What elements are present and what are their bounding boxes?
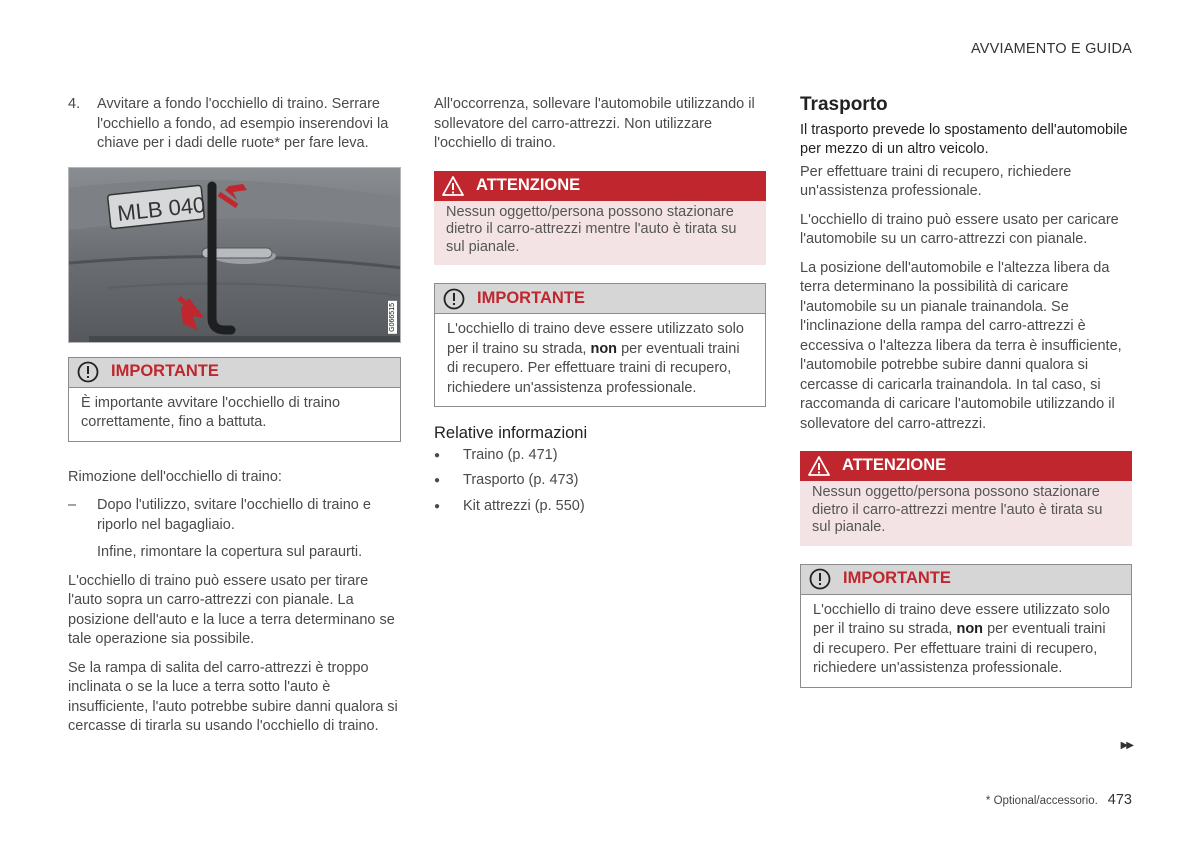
exclamation-circle-icon xyxy=(77,361,99,383)
attention-box xyxy=(434,171,766,266)
related-link-text[interactable]: Traino (p. 471) xyxy=(463,446,558,463)
important-header xyxy=(69,358,400,388)
intro-paragraph: All'occorrenza, sollevare l'automobile utilizzando il sollevatore del carro-attrezzi. Non utilizzare l'occhiello di traino. xyxy=(434,96,755,151)
page-footer xyxy=(986,791,1132,812)
attention-header xyxy=(434,171,766,201)
footer-note: * Optional/accessorio. xyxy=(985,795,1098,807)
car-rear-illustration xyxy=(69,168,401,343)
related-link-trasporto[interactable] xyxy=(434,471,766,491)
attention-header xyxy=(800,451,1132,481)
section-title: Trasporto xyxy=(800,94,888,115)
related-link-kit-attrezzi[interactable] xyxy=(434,497,766,517)
important-header xyxy=(801,565,1131,595)
attention-title: ATTENZIONE xyxy=(842,456,947,475)
important-box xyxy=(434,283,766,407)
bullet-marker: ● xyxy=(434,449,441,461)
important-body-bold: non xyxy=(590,340,618,357)
attention-body: Nessun oggetto/persona possono stazionare dietro il carro-attrezzi mentre l'auto è tirata su sul pianale. xyxy=(446,203,737,255)
removal-step xyxy=(68,496,401,535)
important-body xyxy=(801,595,1131,687)
important-box xyxy=(800,564,1132,688)
warning-triangle-icon xyxy=(808,455,830,477)
attention-box xyxy=(800,451,1132,546)
continue-arrow-icon: ▶▶ xyxy=(1120,740,1132,751)
related-link-traino[interactable] xyxy=(434,446,766,466)
paragraph-3: La posizione dell'automobile e l'altezza libera da terra determinano la possibilità di caricare l'automobile su un pianale trainandola. Se l'inclinazione della rampa del carro-attrezzi è eccessiva o l'altezza libera da terra è insufficiente, l'automobile potrebbe subire danni qualora si cercasse di caricarla trainandola. In tal caso, si raccomanda di caricare l'automobile utilizzando il sollevatore del carro-attrezzi. xyxy=(800,259,1122,432)
page-number: 473 xyxy=(1107,792,1132,808)
warning-triangle-icon xyxy=(442,175,464,197)
section-header: AVVIAMENTO E GUIDA xyxy=(971,41,1132,57)
important-body-text: L'occhiello di traino deve essere utilizzato solo per il traino su strada, xyxy=(813,601,1110,637)
paragraph-1: Per effettuare traini di recupero, richiedere un'assistenza professionale. xyxy=(800,163,1072,199)
removal-title: Rimozione dell'occhiello di traino: xyxy=(68,468,282,485)
important-body-text: per eventuali traini di recupero. Per effettuare traini di recupero, richiedere un'assistenza professionale. xyxy=(813,621,1106,676)
important-title: IMPORTANTE xyxy=(477,288,585,307)
important-body-text: per eventuali traini di recupero. Per effettuare traini di recupero, richiedere un'assistenza professionale. xyxy=(447,340,740,396)
attention-body: Nessun oggetto/persona possono stazionare dietro il carro-attrezzi mentre l'auto è tirata su sul pianale. xyxy=(812,484,1103,535)
removal-step-text: Dopo l'utilizzo, svitare l'occhiello di traino e riporlo nel bagagliaio. xyxy=(97,497,371,533)
attention-title: ATTENZIONE xyxy=(476,175,581,194)
bullet-marker: ● xyxy=(434,475,441,486)
paragraph-2: L'occhiello di traino può essere usato per caricare l'automobile su un carro-attrezzi con pianale. xyxy=(800,211,1119,247)
exclamation-circle-icon xyxy=(809,568,831,590)
tow-eye-illustration xyxy=(68,167,401,343)
important-body-bold: non xyxy=(956,621,984,637)
column-2 xyxy=(434,95,766,522)
related-title: Relative informazioni xyxy=(434,424,588,442)
license-plate-text: MLB 040 xyxy=(116,191,207,226)
related-link-text[interactable]: Trasporto (p. 473) xyxy=(463,472,579,488)
important-header xyxy=(435,284,765,314)
figure-code: G066515 xyxy=(389,302,396,332)
exclamation-circle-icon xyxy=(443,288,465,310)
paragraph-2: Se la rampa di salita del carro-attrezzi è troppo inclinata o se la luce a terra sotto l'auto è insufficiente, l'auto potrebbe subire danni qualora si cercasse di tirarla su usando l'occhiello di traino. xyxy=(68,659,398,734)
column-1 xyxy=(68,95,401,746)
paragraph-1: L'occhiello di traino può essere usato per tirare l'auto sopra un carro-attrezzi con pianale. La posizione dell'auto e la luce a terra determinano se tale operazione sia possibile. xyxy=(68,572,395,647)
important-title: IMPORTANTE xyxy=(843,569,951,588)
important-body: È importante avvitare l'occhiello di traino correttamente, fino a battuta. xyxy=(81,394,341,430)
step-number: 4. xyxy=(68,96,81,112)
column-3 xyxy=(800,95,1132,688)
step-text: Avvitare a fondo l'occhiello di traino. Serrare l'occhiello a fondo, ad esempio inserendovi la chiave per i dadi delle ruote* per fare leva. xyxy=(97,96,389,151)
bullet-marker: ● xyxy=(434,500,441,512)
removal-step-2: Infine, rimontare la copertura sul paraurti. xyxy=(97,544,363,560)
important-title: IMPORTANTE xyxy=(111,362,219,381)
important-body-text: L'occhiello di traino deve essere utilizzato solo per il traino su strada, xyxy=(447,321,744,357)
important-box xyxy=(68,357,401,442)
important-body xyxy=(435,314,765,406)
dash-marker: – xyxy=(68,497,77,513)
related-link-text[interactable]: Kit attrezzi (p. 550) xyxy=(463,497,585,514)
section-lead: Il trasporto prevede lo spostamento dell'automobile per mezzo di un altro veicolo. xyxy=(800,121,1128,157)
step-4 xyxy=(68,95,401,154)
